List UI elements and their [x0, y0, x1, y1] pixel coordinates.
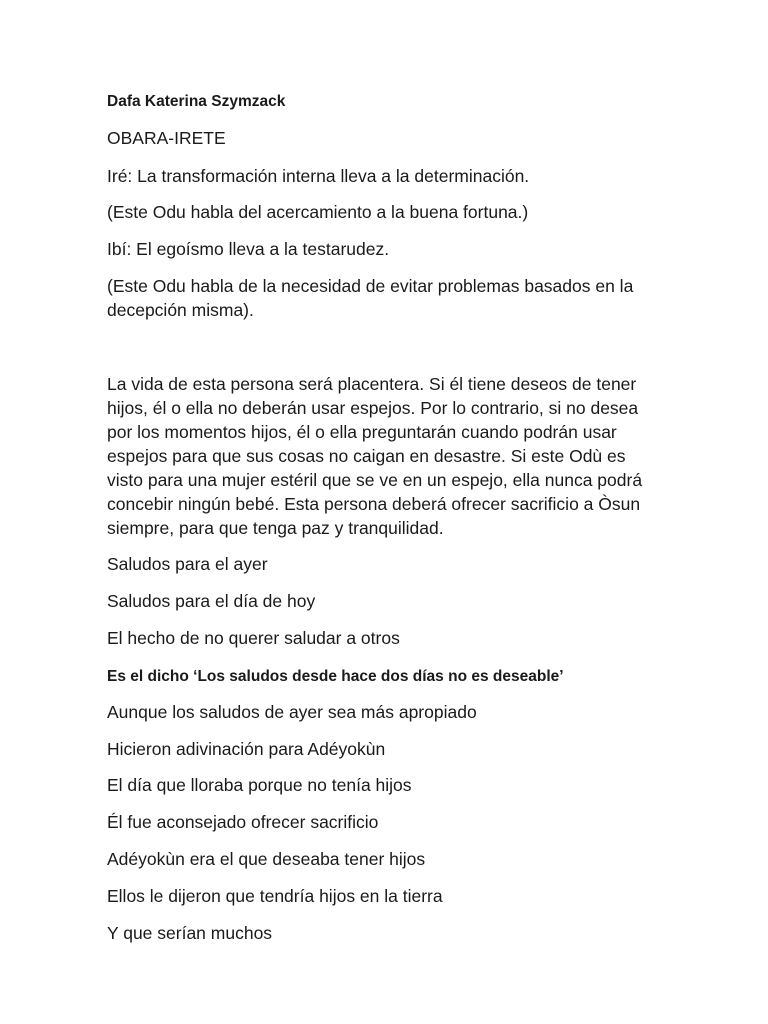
verse-line: El hecho de no querer saludar a otros: [107, 628, 400, 648]
verse-line: El día que lloraba porque no tenía hijos: [107, 775, 412, 795]
ire-line: Iré: La transformación interna lleva a la determinación.: [107, 166, 530, 186]
verse-line: Y que serían muchos: [107, 923, 273, 943]
verse-line: Aunque los saludos de ayer sea más apropiado: [107, 702, 477, 722]
verse-line: Él fue aconsejado ofrecer sacrificio: [107, 812, 379, 832]
verse-line: Saludos para el ayer: [107, 554, 268, 574]
verse-line: Saludos para el día de hoy: [107, 591, 316, 611]
odu-title: OBARA-IRETE: [107, 128, 226, 148]
author-name: Dafa Katerina Szymzack: [107, 93, 286, 110]
ibi-line: Ibí: El egoísmo lleva a la testarudez.: [107, 239, 390, 259]
verse-line-bold: Es el dicho ‘Los saludos desde hace dos días no es deseable’: [107, 668, 564, 685]
ire-note: (Este Odu habla del acercamiento a la buena fortuna.): [107, 202, 529, 222]
ibi-note: (Este Odu habla de la necesidad de evitar problemas basados en la decepción misma).: [107, 276, 634, 320]
verse-line: Ellos le dijeron que tendría hijos en la tierra: [107, 886, 443, 906]
verse-line: Adéyokùn era el que deseaba tener hijos: [107, 849, 426, 869]
verse-line: Hicieron adivinación para Adéyokùn: [107, 739, 386, 759]
body-paragraph: La vida de esta persona será placentera. Si él tiene deseos de tener hijos, él o ella no deberán usar espejos. Por lo contrario, si no desea por los momentos hijos, él o ella preguntarán cuando podrán usar espejos para que sus cosas no caigan en desastre. Si este Odù es visto para una mujer estéril que se ve en un espejo, ella nunca podrá concebir ningún bebé. Esta persona deberá ofrecer sacrificio a Òsun siempre, para que tenga paz y tranquilidad.: [107, 374, 643, 538]
